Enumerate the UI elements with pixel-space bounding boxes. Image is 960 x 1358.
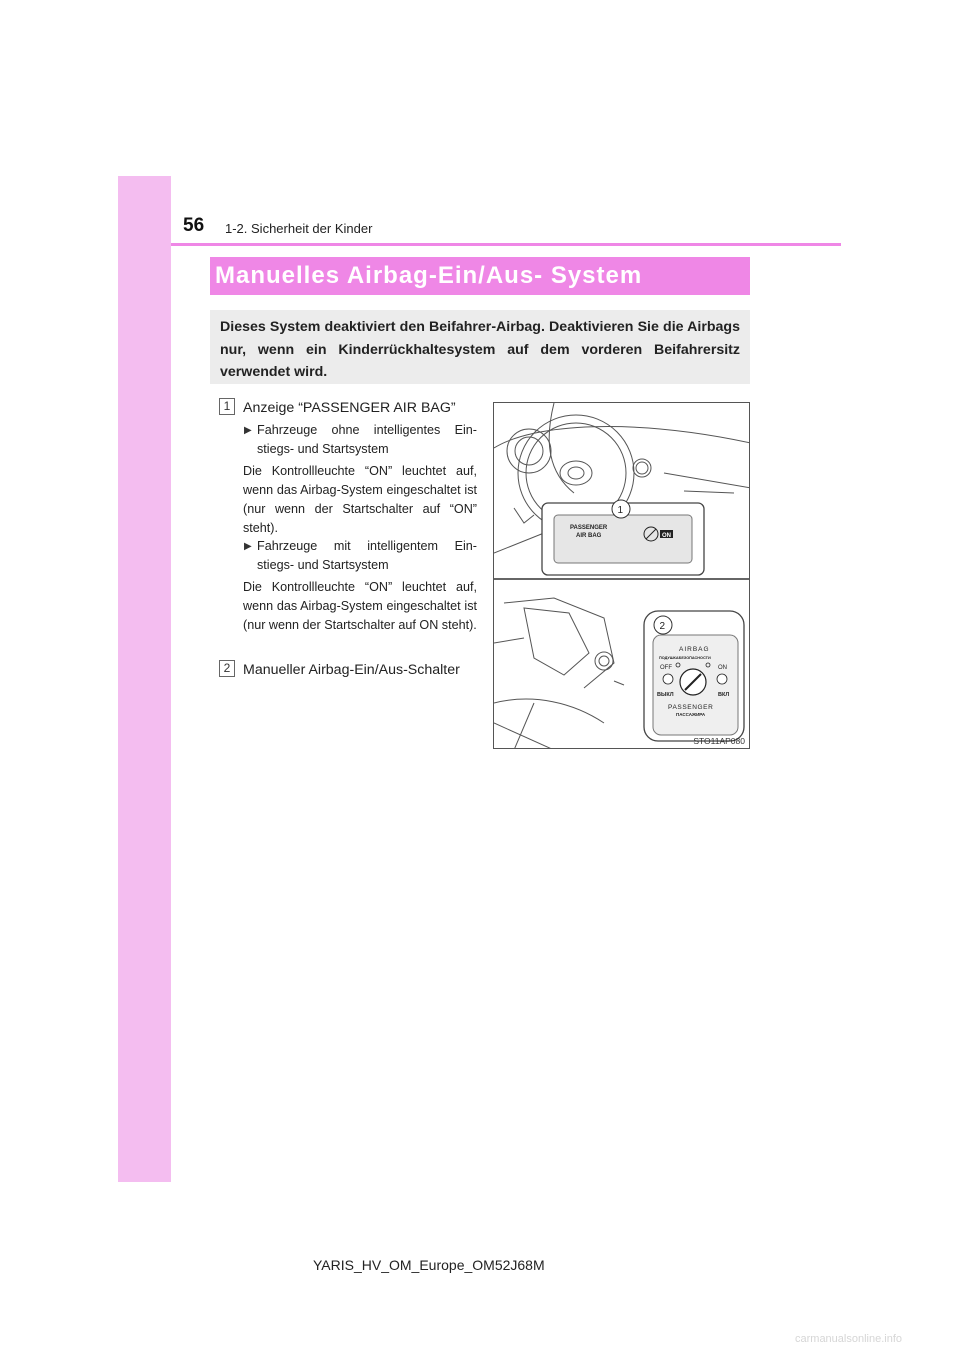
switch-off-label: OFF [660,665,672,671]
condition-text-2: Fahrzeuge mit intelligentem Ein- stiegs- und Startsystem [257,539,477,572]
item-number-2: 2 [219,660,235,677]
switch-off-label-ru: ВЫКЛ [657,692,674,698]
item-label-1: Anzeige “PASSENGER AIR BAG” [243,400,456,416]
chapter-title: 1-2. Sicherheit der Kinder [225,221,373,236]
airbag-on-icon [717,674,727,684]
intro-text: Dieses System deaktiviert den Beifahrer-Airbag. Deaktivieren Sie die Airbags nur, wenn ein Kinderrückhaltesystem auf dem vorderen Beifahrersitz verwendet wird. [220,319,740,380]
dashboard-illustration [494,403,750,749]
header-divider [171,243,841,246]
bullet-arrow-icon: ▶ [244,425,252,436]
bullet-arrow-icon: ▶ [244,541,252,552]
switch-on-label-ru: ВКЛ [718,692,730,698]
footer-document-id: YARIS_HV_OM_Europe_OM52J68M [313,1257,545,1273]
indicator-label-2: AIR BAG [576,533,602,539]
dashboard-figure [493,402,750,749]
airbag-off-icon [663,674,673,684]
figure-code: STO11AP080 [693,736,745,746]
description-text-2: Die Kontrollleuchte “ON” leuchtet auf, wenn das Airbag-System eingeschaltet ist (nur wenn der Startschalter auf ON steht). [243,580,477,632]
figure-callout-2: 2 [659,621,666,632]
figure-callout-1: 1 [617,505,624,516]
chapter-sidebar-tab [118,176,171,1182]
watermark: carmanualsonline.info [795,1333,903,1345]
description-text-1: Die Kontrollleuchte “ON” leuchtet auf, wenn das Airbag-System eingeschaltet ist (nur wenn der Startschalter auf “ON” steht). [243,464,477,535]
switch-on-label: ON [718,665,727,671]
switch-airbag-label: AIRBAG [679,646,710,653]
indicator-label-1: PASSENGER [570,525,608,531]
switch-airbag-label-ru: ПОДУШКАБЕЗОПАСНОСТИ [659,656,711,660]
indicator-on-label: ON [662,533,671,539]
page-number: 56 [183,215,205,236]
section-title: Manuelles Airbag-Ein/Aus- System [215,262,643,289]
condition-text-1: Fahrzeuge ohne intelligentes Ein- stiegs- und Startsystem [257,423,477,456]
item-number-1: 1 [219,398,235,415]
switch-passenger-label-ru: ПАССАЖИРА [676,712,706,717]
switch-passenger-label: PASSENGER [668,704,714,711]
item-label-2: Manueller Airbag-Ein/Aus-Schalter [243,662,460,678]
